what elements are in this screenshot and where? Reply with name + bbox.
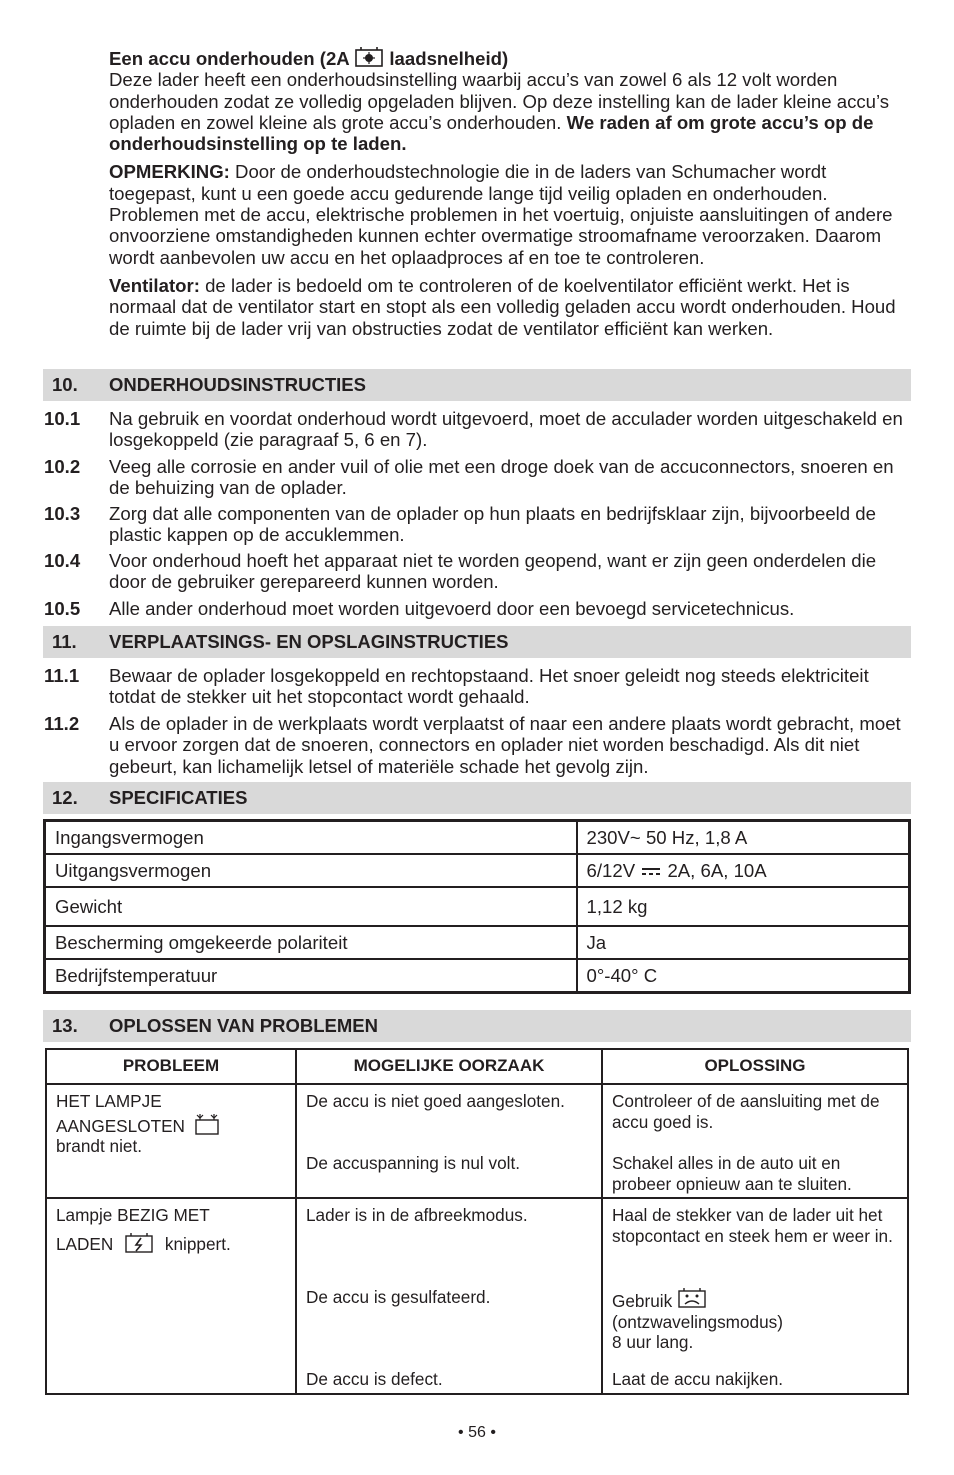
item-number: 10.4 — [44, 550, 81, 571]
section-12-header — [43, 782, 911, 814]
item-text: Zorg dat alle componenten van de oplader op hun plaats en bedrijfsklaar zijn, bijvoorbeeld de plastic kappen op de accuklemmen. — [109, 503, 876, 546]
solution-cell — [602, 1198, 908, 1394]
section-number: 13. — [52, 1015, 78, 1036]
table-header-row — [46, 1049, 908, 1084]
spec-value: 1,12 kg — [577, 887, 910, 926]
column-header-problem: PROBLEEM — [46, 1049, 296, 1084]
cause-cell — [296, 1084, 602, 1198]
table-row — [46, 1198, 908, 1394]
spec-label: Uitgangsvermogen — [45, 854, 577, 887]
maintain-heading-post: laadsnelheid) — [389, 48, 509, 69]
cause-cell — [296, 1198, 602, 1394]
item-text: Voor onderhoud hoeft het apparaat niet te worden geopend, want er zijn geen onderdelen die door de gebruiker gerepareerd kunnen worden. — [109, 550, 877, 593]
item-number: 10.3 — [44, 503, 81, 524]
problem-text: LADEN — [56, 1233, 114, 1254]
solution-text: Gebruik — [612, 1291, 673, 1311]
problem-cell — [46, 1198, 296, 1394]
cause-text: Lader is in de afbreekmodus. — [306, 1205, 528, 1225]
spec-value: 230V~ 50 Hz, 1,8 A — [577, 821, 910, 855]
section-title: SPECIFICATIES — [109, 787, 248, 808]
maintain-battery-section — [109, 46, 914, 339]
table-row — [45, 887, 910, 926]
fan-paragraph — [109, 275, 914, 339]
table-row — [45, 821, 910, 855]
section-title: VERPLAATSINGS- EN OPSLAGINSTRUCTIES — [109, 631, 509, 652]
desulfation-mode-icon — [677, 1287, 707, 1309]
table-row — [45, 926, 910, 959]
section-11-header — [43, 626, 911, 658]
item-number: 11.2 — [44, 713, 80, 734]
cause-text: De accu is defect. — [306, 1369, 443, 1389]
item-number: 10.5 — [44, 598, 81, 619]
spec-value-voltage: 6/12V — [586, 859, 636, 881]
item-text: Als de oplader in de werkplaats wordt verplaatst of naar een andere plaats wordt gebracht, moet u ervoor zorgen dat de snoeren, connectors en oplader niet worden beschadigd. Als dit niet gebeurt, kan lichamelijk letsel of materiële schade het gevolg zijn. — [109, 713, 901, 777]
item-text: Alle ander onderhoud moet worden uitgevoerd door een bevoegd servicetechnicus. — [109, 598, 795, 619]
maintain-heading — [109, 46, 914, 69]
spec-value: Ja — [577, 926, 910, 959]
item-number: 10.1 — [44, 408, 81, 429]
problem-cell — [46, 1084, 296, 1198]
page-number: • 56 • — [458, 1424, 496, 1441]
section-13-header — [43, 1010, 911, 1042]
section-number: 11. — [52, 631, 77, 652]
maintain-mode-icon — [354, 46, 384, 68]
table-row — [46, 1084, 908, 1198]
connected-battery-icon — [194, 1112, 220, 1136]
section-number: 12. — [52, 787, 78, 808]
problem-text: Lampje BEZIG MET — [56, 1205, 210, 1225]
note-paragraph — [109, 161, 914, 267]
solution-text: (ontzwavelingsmodus) — [612, 1311, 783, 1332]
item-number: 11.1 — [44, 665, 80, 686]
problem-text: brandt niet. — [56, 1136, 142, 1156]
maintain-heading-pre: Een accu onderhouden (2A — [109, 48, 350, 69]
section-10-header — [43, 369, 911, 401]
solution-text: Controleer of de aansluiting met de accu goed is. — [612, 1091, 880, 1132]
table-row — [45, 854, 910, 887]
spec-label: Gewicht — [45, 887, 577, 926]
solution-block — [612, 1287, 898, 1369]
spec-label: Bedrijfstemperatuur — [45, 959, 577, 993]
cause-text: De accuspanning is nul volt. — [306, 1153, 521, 1173]
specifications-table — [43, 819, 911, 994]
table-row — [45, 959, 910, 993]
maintain-text: Deze lader heeft een onderhoudsinstelling waarbij accu’s van zowel 6 als 12 volt worden onderhouden zodat ze volledig opgeladen blijven. Op deze instelling kan de lader kleine accu’s opladen en zowel kleine als grote accu’s onderhouden. — [109, 69, 890, 133]
problem-text: knippert. — [164, 1233, 231, 1254]
column-header-solution: OPLOSSING — [602, 1049, 908, 1084]
spec-label: Ingangsvermogen — [45, 821, 577, 855]
solution-text: Haal de stekker van de lader uit het stopcontact en steek hem er weer in. — [612, 1205, 893, 1246]
problem-text: HET LAMPJE — [56, 1091, 162, 1111]
solution-text: Laat de accu nakijken. — [612, 1369, 784, 1389]
cause-text: De accu is gesulfateerd. — [306, 1287, 491, 1307]
problem-text: AANGESLOTEN — [56, 1115, 185, 1136]
problem-line — [56, 1112, 286, 1137]
solution-text: Schakel alles in de auto uit en probeer opnieuw aan te sluiten. — [612, 1153, 852, 1194]
spec-value-current: 2A, 6A, 10A — [667, 859, 767, 881]
charging-battery-icon — [124, 1232, 154, 1254]
section-title: OPLOSSEN VAN PROBLEMEN — [109, 1015, 378, 1036]
dc-symbol-icon — [640, 864, 662, 878]
troubleshooting-table — [45, 1048, 909, 1395]
problem-line — [56, 1232, 286, 1255]
solution-cell — [602, 1084, 908, 1198]
spec-label: Bescherming omgekeerde polariteit — [45, 926, 577, 959]
item-text: Veeg alle corrosie en ander vuil of olie met een droge doek van de accuconnectors, snoeren en de behuizing van de oplader. — [109, 456, 894, 499]
fan-label: Ventilator: — [109, 274, 200, 296]
item-text: Na gebruik en voordat onderhoud wordt uitgevoerd, moet de acculader worden uitgeschakeld en losgekoppeld (zie paragraaf 5, 6 en 7). — [109, 408, 903, 451]
spec-value — [577, 854, 910, 887]
section-number: 10. — [52, 374, 78, 395]
maintain-paragraph — [109, 69, 914, 154]
note-label: OPMERKING: — [109, 161, 230, 183]
item-number: 10.2 — [44, 456, 81, 477]
item-text: Bewaar de oplader losgekoppeld en rechtopstaand. Het snoer geleidt nog steeds elektriciteit totdat de stekker uit het stopcontact wordt gehaald. — [109, 665, 869, 708]
note-text: Door de onderhoudstechnologie die in de laders van Schumacher wordt toegepast, kunt u een goede accu gedurende lange tijd veilig opladen en onderhouden. Problemen met de accu, elektrische problemen in het voertuig, onjuiste aansluitingen of andere onvoorziene omstandigheden kunnen echter overmatige stroomafname veroorzaken. Daarom wordt aanbevolen uw accu en het oplaadproces af en toe te controleren. — [109, 161, 893, 268]
spec-value: 0°-40° C — [577, 959, 910, 993]
section-title: ONDERHOUDSINSTRUCTIES — [109, 374, 366, 395]
solution-text: 8 uur lang. — [612, 1332, 694, 1352]
solution-line — [612, 1287, 898, 1312]
column-header-cause: MOGELIJKE OORZAAK — [296, 1049, 602, 1084]
cause-text: De accu is niet goed aangesloten. — [306, 1091, 565, 1111]
maintain-warning: We raden af om grote accu’s op de onderhoudsinstelling op te laden. — [109, 111, 874, 155]
fan-text: de lader is bedoeld om te controleren of de koelventilator efficiënt werkt. Het is normaal dat de ventilator start en stopt als een volledig geladen accu wordt onderhouden. Houd de ruimte bij de lader vrij van obstructies zodat de ventilator efficiënt kan werken. — [109, 274, 896, 339]
